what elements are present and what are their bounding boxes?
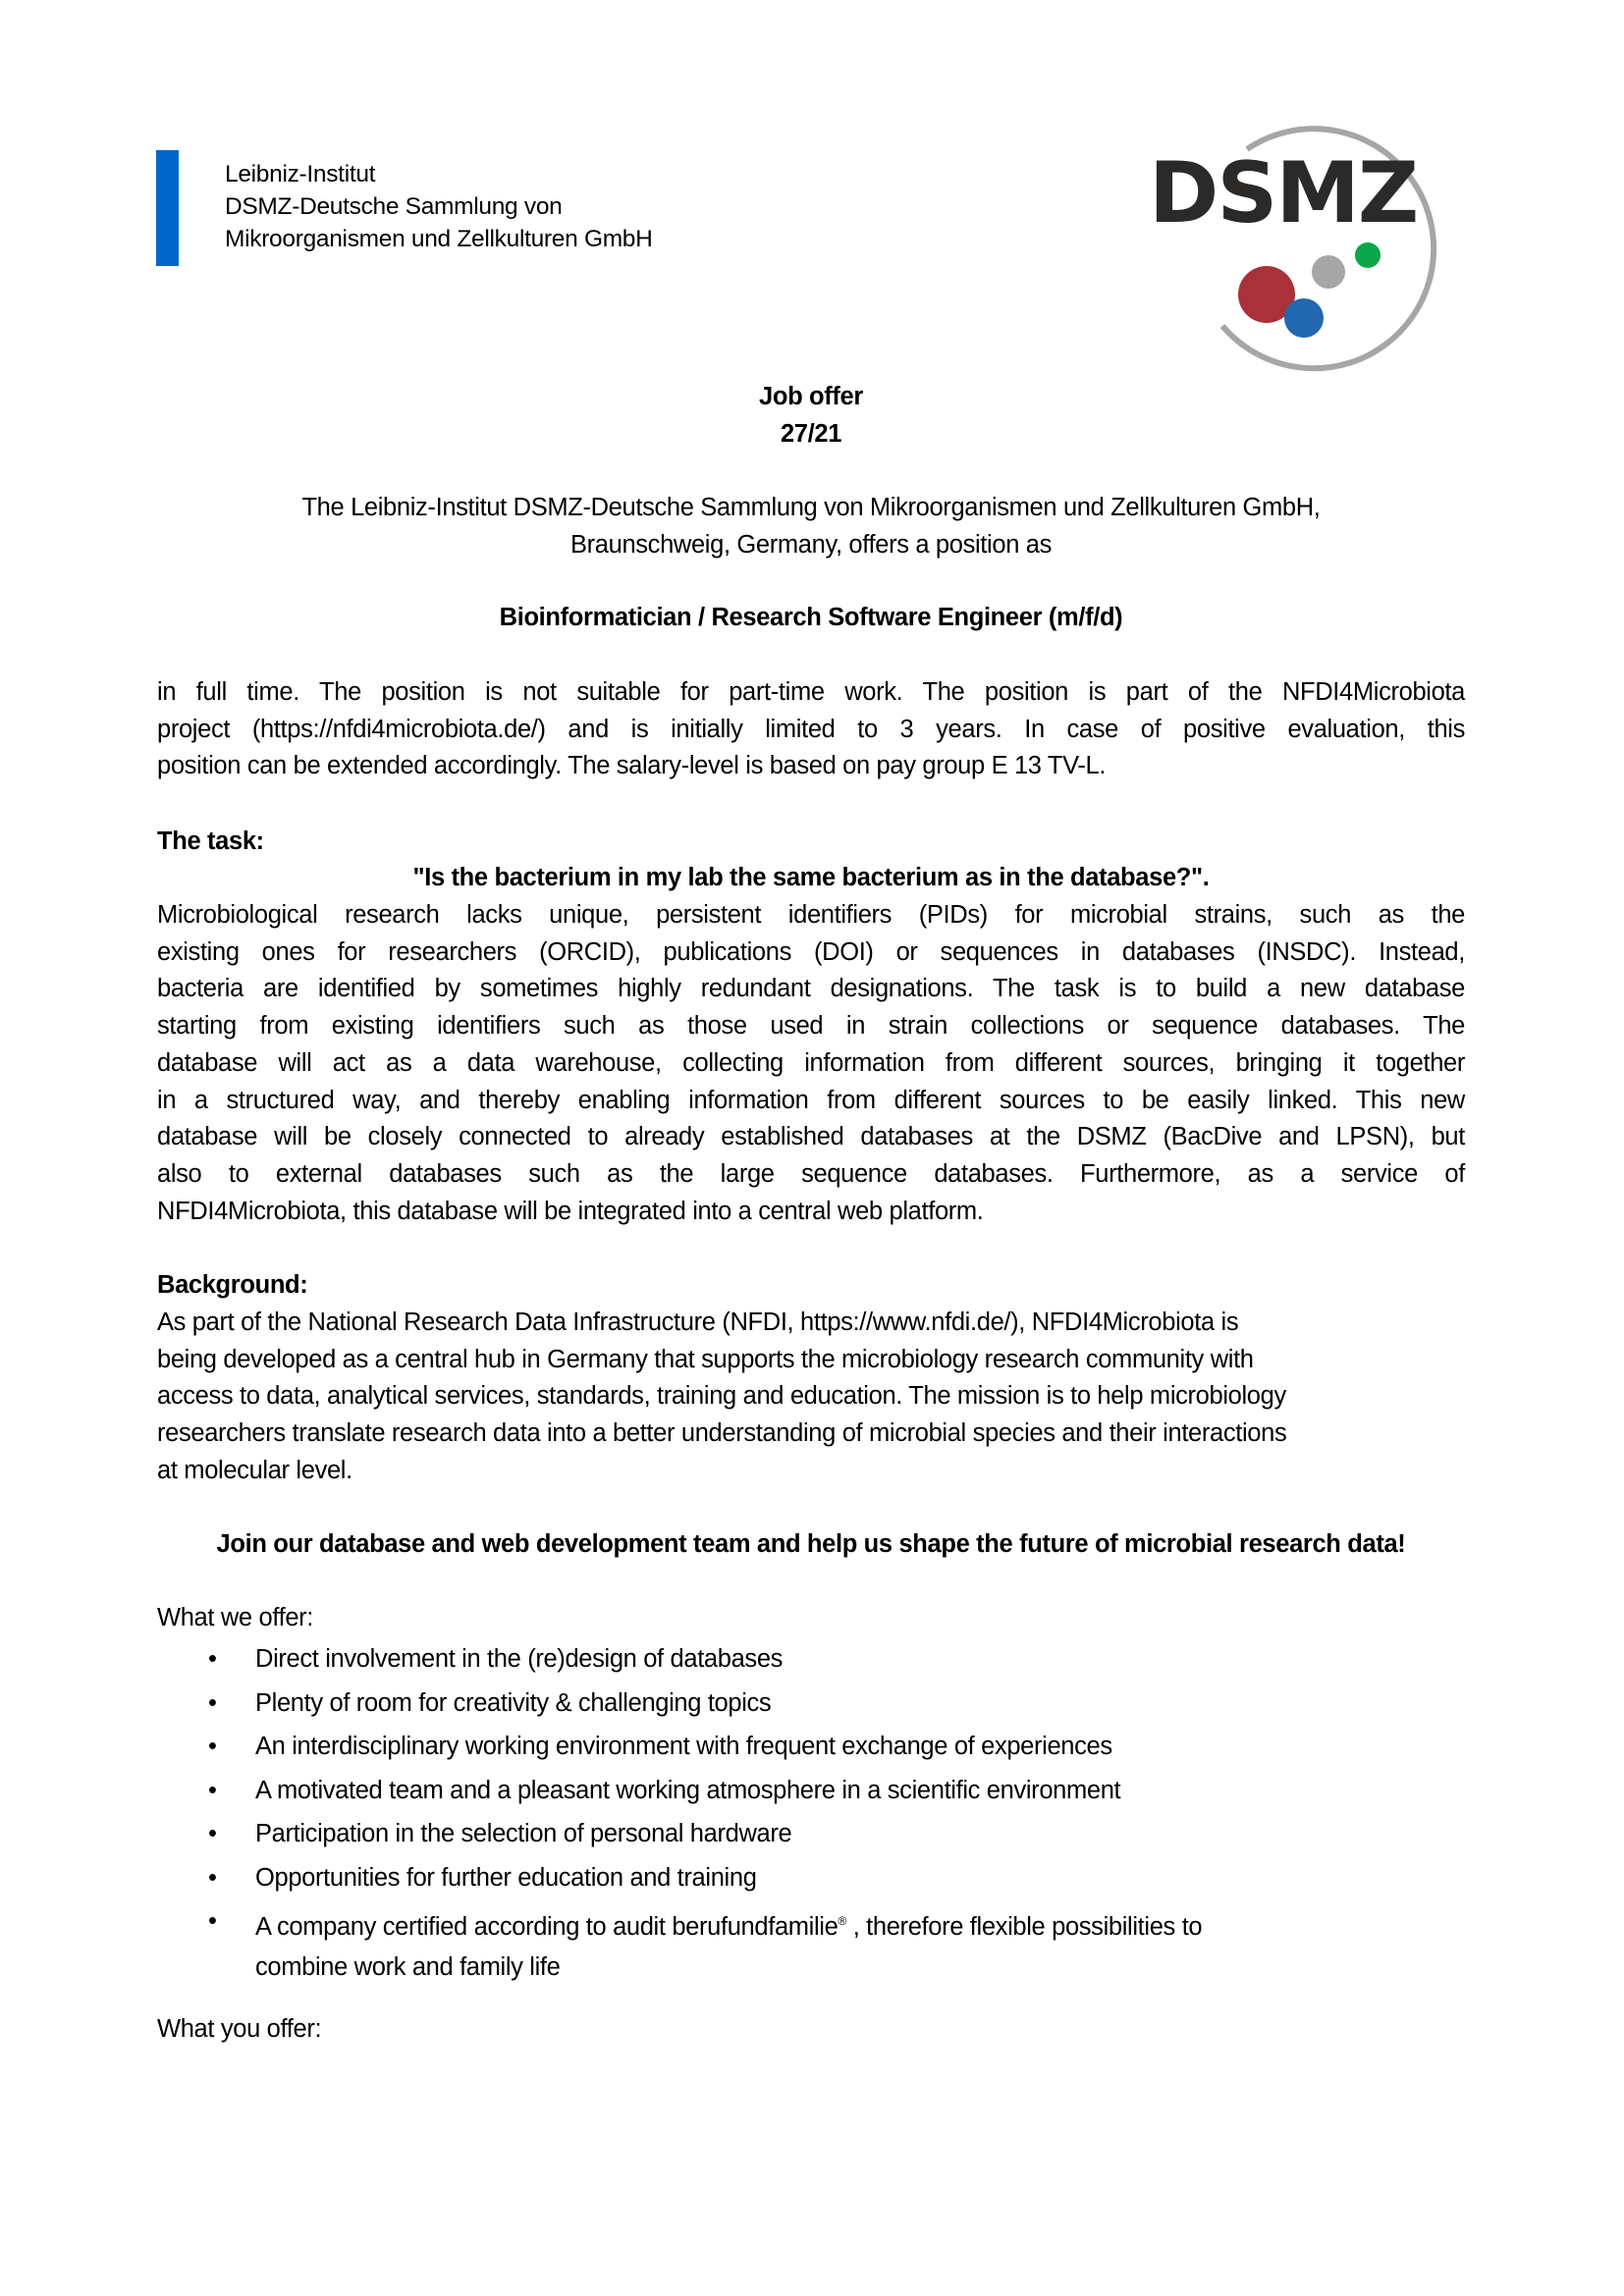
list-item-text: Direct involvement in the (re)design of databases: [255, 1645, 784, 1673]
bullet-icon: •: [208, 1776, 217, 1804]
task-quote: "Is the bacterium in my lab the same bacterium as in the database?".: [412, 864, 1210, 891]
list-item: [157, 1856, 1465, 1900]
text-line: bacteria are identified by sometimes highly redundant designations. The task is to build a new database: [157, 975, 1465, 1003]
intro-line: Braunschweig, Germany, offers a position as: [569, 530, 1052, 559]
text-line: in full time. The position is not suitable for part-time work. The position is part of the NFDI4Microbiota: [157, 678, 1465, 706]
list-item-text: [255, 1899, 1465, 1988]
institute-line: Mikroorganismen und Zellkulturen GmbH: [225, 226, 653, 252]
list-item: [157, 1899, 1465, 1988]
position-title: Bioinformatician / Research Software Engineer (m/f/d): [499, 604, 1123, 631]
task-heading: The task:: [157, 828, 264, 855]
registered-mark: ®: [838, 1914, 846, 1928]
text-line: position can be extended accordingly. The salary-level is based on pay group E 13 TV-L.: [157, 752, 1107, 780]
text-line: Microbiological research lacks unique, persistent identifiers (PIDs) for microbial strains, such as the: [157, 901, 1465, 929]
bullet-icon: •: [208, 1733, 217, 1760]
text-line: at molecular level.: [157, 1456, 352, 1484]
position-details: [157, 674, 1465, 785]
call-to-action: Join our database and web development team and help us shape the future of microbial research data!: [216, 1530, 1406, 1558]
list-item: [157, 1682, 1465, 1726]
text-segment: , therefore flexible possibilities to: [845, 1913, 1203, 1941]
text-segment: A company certified according to audit berufundfamilie: [255, 1913, 839, 1941]
task-description: [157, 897, 1465, 1230]
list-item-text: Opportunities for further education and training: [255, 1863, 757, 1892]
institute-line: DSMZ-Deutsche Sammlung von: [225, 193, 563, 220]
bullet-icon: •: [208, 1863, 217, 1892]
what-we-offer-list: [157, 1637, 1465, 1988]
dsmz-logo-icon: [1149, 110, 1502, 380]
bullet-icon: •: [208, 1907, 217, 1935]
what-we-offer-heading: What we offer:: [157, 1604, 314, 1631]
background-heading: Background:: [157, 1271, 308, 1299]
text-line: As part of the National Research Data Infrastructure (NFDI, https://www.nfdi.de/), NFDI4Microbiota is: [157, 1308, 1239, 1336]
intro-text: [157, 490, 1465, 563]
background-description: [157, 1305, 1465, 1490]
job-offer-number: 27/21: [780, 419, 842, 448]
intro-line: The Leibniz-Institut DSMZ-Deutsche Sammlung von Mikroorganismen und Zellkulturen GmbH,: [301, 494, 1321, 521]
job-offer-heading: [157, 379, 1465, 453]
text-line: in a structured way, and thereby enabling information from different sources to be easily linked. This new: [157, 1086, 1465, 1114]
list-item: [157, 1812, 1465, 1856]
bullet-icon: •: [208, 1820, 217, 1847]
institute-line: Leibniz-Institut: [225, 161, 376, 187]
list-item-text: Participation in the selection of personal hardware: [255, 1820, 792, 1847]
text-line: NFDI4Microbiota, this database will be integrated into a central web platform.: [157, 1197, 984, 1225]
text-segment: combine work and family life: [255, 1953, 561, 1981]
list-item: [157, 1637, 1465, 1682]
list-item-text: An interdisciplinary working environment with frequent exchange of experiences: [255, 1733, 1112, 1760]
job-offer-label: Job offer: [759, 383, 863, 410]
bullet-icon: •: [208, 1645, 217, 1673]
text-line: database will act as a data warehouse, collecting information from different sources, bringing it together: [157, 1048, 1465, 1077]
text-line: database will be closely connected to already established databases at the DSMZ (BacDive and LPSN), but: [157, 1123, 1465, 1151]
text-line: access to data, analytical services, standards, training and education. The mission is to help microbiology: [157, 1382, 1286, 1411]
text-line: existing ones for researchers (ORCID), publications (DOI) or sequences in databases (INSDC). Instead,: [157, 937, 1465, 966]
list-item: [157, 1769, 1465, 1813]
what-you-offer-heading: What you offer:: [157, 2015, 322, 2043]
institute-address: [225, 158, 653, 255]
list-item-text: A motivated team and a pleasant working atmosphere in a scientific environment: [255, 1776, 1121, 1804]
list-item: [157, 1725, 1465, 1769]
text-line: being developed as a central hub in Germany that supports the microbiology research community with: [157, 1345, 1254, 1373]
text-line: starting from existing identifiers such as those used in strain collections or sequence databases. The: [157, 1012, 1465, 1041]
bullet-icon: •: [208, 1688, 217, 1717]
accent-bar: [156, 150, 179, 266]
text-line: researchers translate research data into a better understanding of microbial species and their interactions: [157, 1419, 1287, 1448]
text-line: project (https://nfdi4microbiota.de/) and is initially limited to 3 years. In case of positive evaluation, this: [157, 715, 1465, 743]
list-item-text: Plenty of room for creativity & challenging topics: [255, 1688, 772, 1717]
logo-text: DSMZ: [1149, 144, 1418, 242]
text-line: also to external databases such as the large sequence databases. Furthermore, as a service of: [157, 1159, 1465, 1188]
